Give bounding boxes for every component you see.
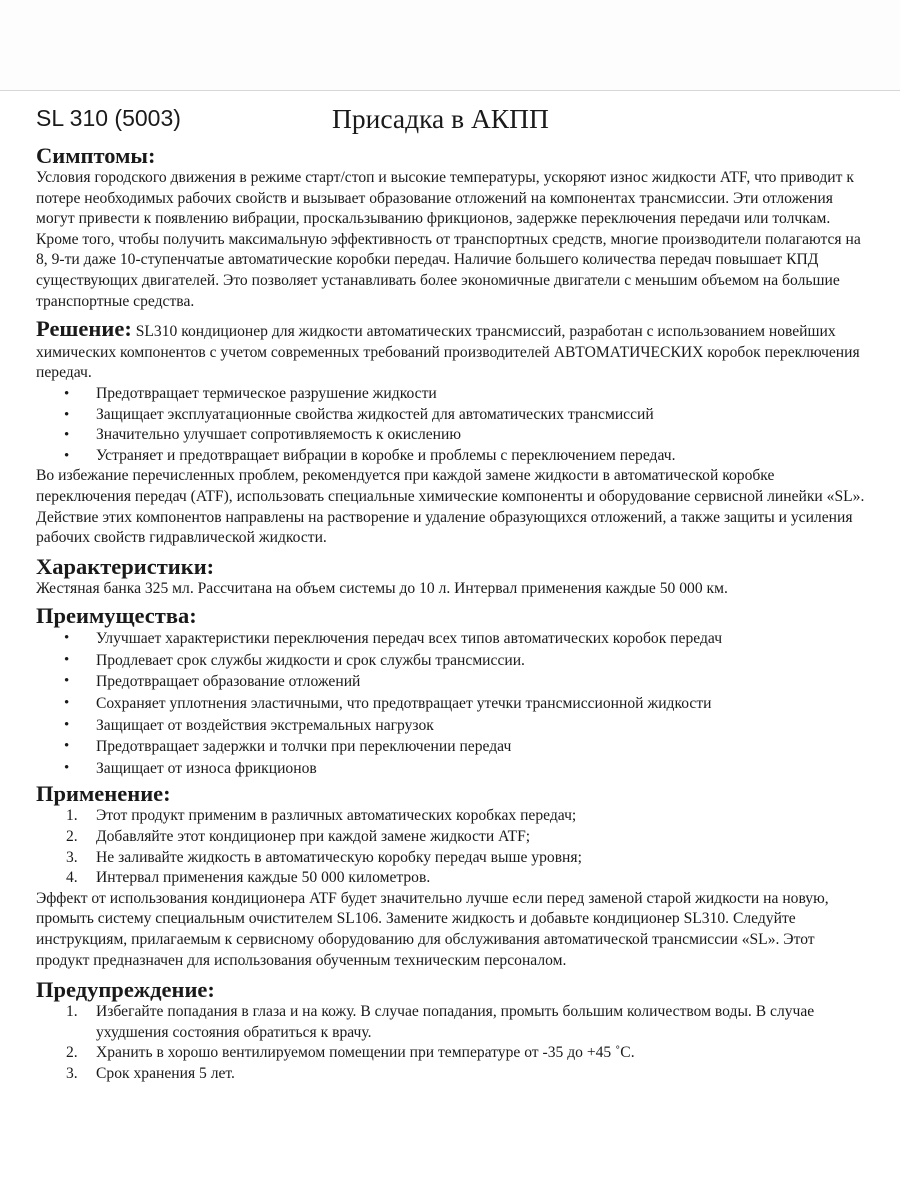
- warning-numbered-list: [36, 1002, 870, 1084]
- item-number: 1.: [66, 807, 78, 825]
- list-item: • Сохраняет уплотнения эластичными, что предотвращает утечки трансмиссионной жидкости: [36, 693, 870, 715]
- warning-heading: Предупреждение:: [36, 977, 215, 1003]
- item-text: Хранить в хорошо вентилируемом помещении при температуре от -35 до +45 ˚С.: [96, 1044, 635, 1062]
- item-text: Этот продукт применим в различных автоматических коробках передач;: [96, 807, 577, 825]
- list-item: [36, 848, 870, 869]
- list-item: [36, 868, 870, 889]
- item-number: 1.: [66, 1003, 78, 1021]
- solution-text: SL310 кондиционер для жидкости автоматических трансмиссий, разработан с использованием новейших химических компонентов с учетом современных требований производителей АВТОМАТИЧЕСКИХ коробок переключения передач.: [36, 323, 860, 382]
- advantages-section: [36, 603, 870, 779]
- list-item: • Устраняет и предотвращает вибрации в коробке и проблемы с переключением передач.: [36, 446, 870, 467]
- item-number: 2.: [66, 1044, 78, 1062]
- application-after-paragraph: Эффект от использования кондиционера ATF будет значительно лучше если перед заменой старой жидкости на новую, промыть систему специальным очистителем SL106. Замените жидкость и добавьте кондиционер SL310. Следуйте инструкциям, прилагаемым к сервисному оборудованию для обслуживания автоматической трансмиссии «SL». Этот продукт предназначен для использования обученным техническим персоналом.: [36, 889, 829, 969]
- list-item: [36, 806, 870, 827]
- list-item: • Продлевает срок службы жидкости и срок службы трансмиссии.: [36, 650, 870, 672]
- item-text: Добавляйте этот кондиционер при каждой замене жидкости ATF;: [96, 828, 531, 846]
- application-section: [36, 781, 870, 971]
- specs-section: [36, 554, 870, 600]
- warning-section: [36, 977, 870, 1084]
- list-item: [36, 827, 870, 848]
- product-code: SL 310 (5003): [36, 105, 181, 131]
- item-text: Интервал применения каждые 50 000 километров.: [96, 869, 431, 887]
- item-number: 4.: [66, 869, 78, 887]
- list-item: [36, 1064, 870, 1085]
- document-page: [36, 103, 870, 1085]
- list-item: [36, 1043, 870, 1064]
- list-item: [36, 1002, 870, 1043]
- symptoms-heading: Симптомы:: [36, 143, 156, 168]
- solution-bullet-list: [36, 384, 870, 466]
- list-item: • Улучшает характеристики переключения передач всех типов автоматических коробок передач: [36, 628, 870, 650]
- document-title: Присадка в АКПП: [332, 103, 549, 134]
- advantages-bullet-list: [36, 628, 870, 779]
- page-divider: [0, 90, 900, 91]
- application-heading: Применение:: [36, 781, 171, 807]
- list-item: • Предотвращает задержки и толчки при переключении передач: [36, 736, 870, 758]
- symptoms-paragraph: Условия городского движения в режиме старт/стоп и высокие температуры, ускоряют износ жидкости ATF, что приводит к потере необходимых рабочих свойств и вызывает образование отложений на компонентах трансмиссии. Эти отложения могут привести к появлению вибрации, проскальзыванию фрикционов, задержке переключения передачи или толчкам.: [36, 169, 854, 228]
- item-number: 3.: [66, 1064, 78, 1082]
- list-item: • Значительно улучшает сопротивляемость к окислению: [36, 425, 870, 446]
- list-item: • Предотвращает термическое разрушение жидкости: [36, 384, 870, 405]
- symptoms-paragraph: Кроме того, чтобы получить максимальную эффективность от транспортных средств, многие производители полагаются на 8, 9-ти даже 10-ступенчатые автоматические коробки передач. Наличие большего количества передач повышает КПД существующих двигателей. Это позволяет устанавливать более экономичные двигатели с меньшим объемом на большие транспортные средства.: [36, 230, 861, 310]
- top-margin: [0, 0, 900, 90]
- specs-heading: Характеристики:: [36, 553, 215, 579]
- solution-section: [36, 316, 870, 549]
- solution-heading: Решение:: [36, 316, 132, 342]
- list-item: • Защищает от воздействия экстремальных нагрузок: [36, 715, 870, 737]
- item-text: Срок хранения 5 лет.: [96, 1064, 235, 1082]
- symptoms-section: [36, 143, 870, 312]
- solution-after-paragraph: Во избежание перечисленных проблем, рекомендуется при каждой замене жидкости в автоматической коробке переключения передач (ATF), использовать специальные химические компоненты и оборудование сервисной линейки «SL». Действие этих компонентов направлены на растворение и удаление образующихся отложений, а также защиты и усиления рабочих свойств гидравлической жидкости.: [36, 467, 865, 547]
- title-row: [36, 103, 870, 139]
- list-item: • Защищает от износа фрикционов: [36, 758, 870, 780]
- item-number: 3.: [66, 848, 78, 866]
- list-item: • Предотвращает образование отложений: [36, 671, 870, 693]
- item-text: Избегайте попадания в глаза и на кожу. В случае попадания, промыть большим количеством воды. В случае ухудшения состояния обратиться к врачу.: [96, 1003, 815, 1041]
- specs-text: Жестяная банка 325 мл. Рассчитана на объем системы до 10 л. Интервал применения каждые 50 000 км.: [36, 579, 728, 597]
- item-text: Не заливайте жидкость в автоматическую коробку передач выше уровня;: [96, 848, 582, 866]
- list-item: • Защищает эксплуатационные свойства жидкостей для автоматических трансмиссий: [36, 405, 870, 426]
- application-numbered-list: [36, 806, 870, 888]
- item-number: 2.: [66, 828, 78, 846]
- advantages-heading: Преимущества:: [36, 603, 197, 629]
